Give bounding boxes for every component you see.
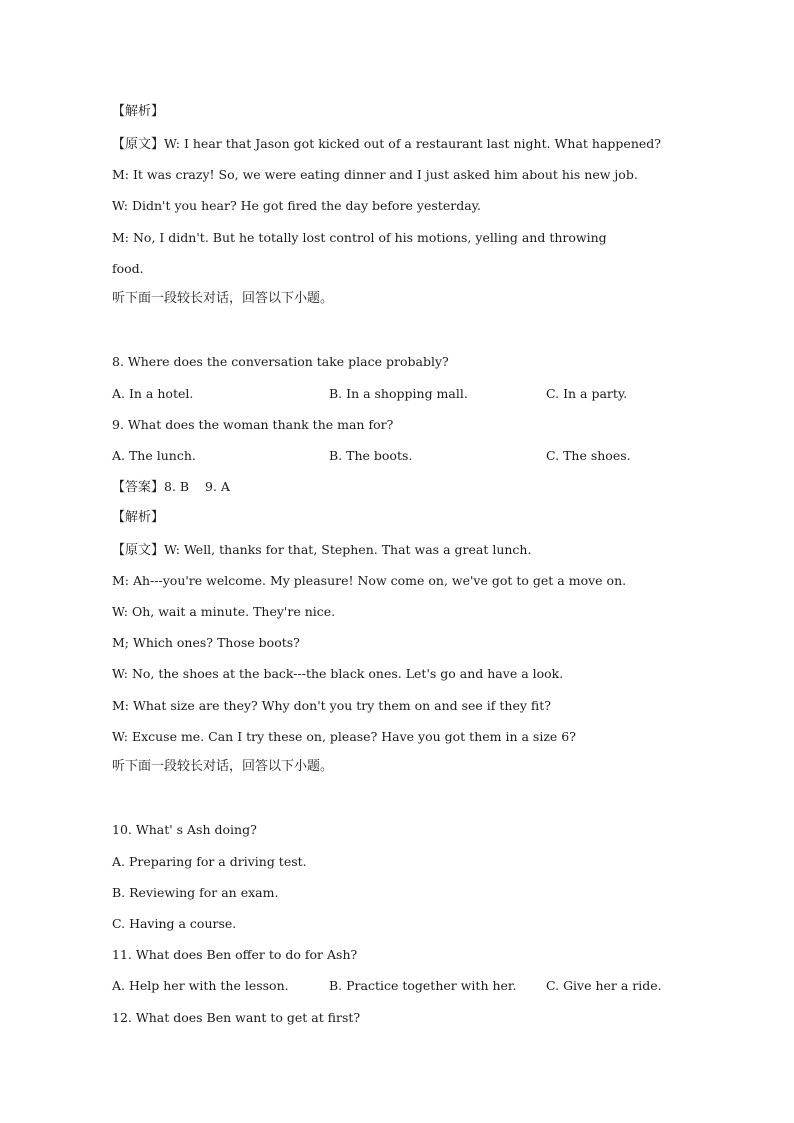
transcript-line: M: No, I didn't. But he totally lost control of his motions, yelling and throwing <box>112 230 607 245</box>
answer-value: 8. B 9. A <box>164 479 230 494</box>
question-10-stem: 10. What' s Ash doing? <box>112 822 257 837</box>
analysis-heading: 【解析】 <box>112 104 165 119</box>
listening-instruction: 听下面一段较长对话，回答以下小题。 <box>112 291 334 306</box>
question-11-stem: 11. What does Ben offer to do for Ash? <box>112 947 358 962</box>
question-9-option-c: C. The shoes. <box>546 448 631 463</box>
answer-label: 【答案】 <box>112 480 165 495</box>
question-10-option-c: C. Having a course. <box>112 916 237 931</box>
listening-instruction: 听下面一段较长对话，回答以下小题。 <box>112 759 334 774</box>
question-8-option-b: B. In a shopping mall. <box>329 386 468 401</box>
transcript-line: M: It was crazy! So, we were eating dinner and I just asked him about his new job. <box>112 167 638 182</box>
question-8-option-c: C. In a party. <box>546 386 628 401</box>
transcript-line: M: Ah---you're welcome. My pleasure! Now come on, we've got to get a move on. <box>112 573 627 588</box>
question-11-option-c: C. Give her a ride. <box>546 978 662 993</box>
transcript-text: W: I hear that Jason got kicked out of a restaurant last night. What happened? <box>164 136 661 151</box>
transcript-line: W: No, the shoes at the back---the black ones. Let's go and have a look. <box>112 666 564 681</box>
question-8-stem: 8. Where does the conversation take place probably? <box>112 354 449 369</box>
question-11-option-a: A. Help her with the lesson. <box>112 978 289 993</box>
question-12-stem: 12. What does Ben want to get at first? <box>112 1010 361 1025</box>
transcript-line <box>112 136 661 153</box>
transcript-line: M; Which ones? Those boots? <box>112 635 300 650</box>
transcript-line: M: What size are they? Why don't you try them on and see if they fit? <box>112 698 551 713</box>
question-9-option-a: A. The lunch. <box>112 448 196 463</box>
transcript-line: food. <box>112 261 144 276</box>
question-8-option-a: A. In a hotel. <box>112 386 194 401</box>
transcript-line <box>112 542 531 559</box>
answer-line <box>112 479 230 496</box>
question-9-stem: 9. What does the woman thank the man for? <box>112 417 394 432</box>
transcript-text: W: Well, thanks for that, Stephen. That was a great lunch. <box>164 542 532 557</box>
question-11-option-b: B. Practice together with her. <box>329 978 517 993</box>
analysis-heading: 【解析】 <box>112 510 165 525</box>
question-10-option-a: A. Preparing for a driving test. <box>112 854 307 869</box>
transcript-label: 【原文】 <box>112 137 165 152</box>
transcript-line: W: Didn't you hear? He got fired the day before yesterday. <box>112 198 482 213</box>
transcript-line: W: Excuse me. Can I try these on, please? Have you got them in a size 6? <box>112 729 576 744</box>
transcript-label: 【原文】 <box>112 543 165 558</box>
question-10-option-b: B. Reviewing for an exam. <box>112 885 279 900</box>
question-9-option-b: B. The boots. <box>329 448 413 463</box>
transcript-line: W: Oh, wait a minute. They're nice. <box>112 604 336 619</box>
